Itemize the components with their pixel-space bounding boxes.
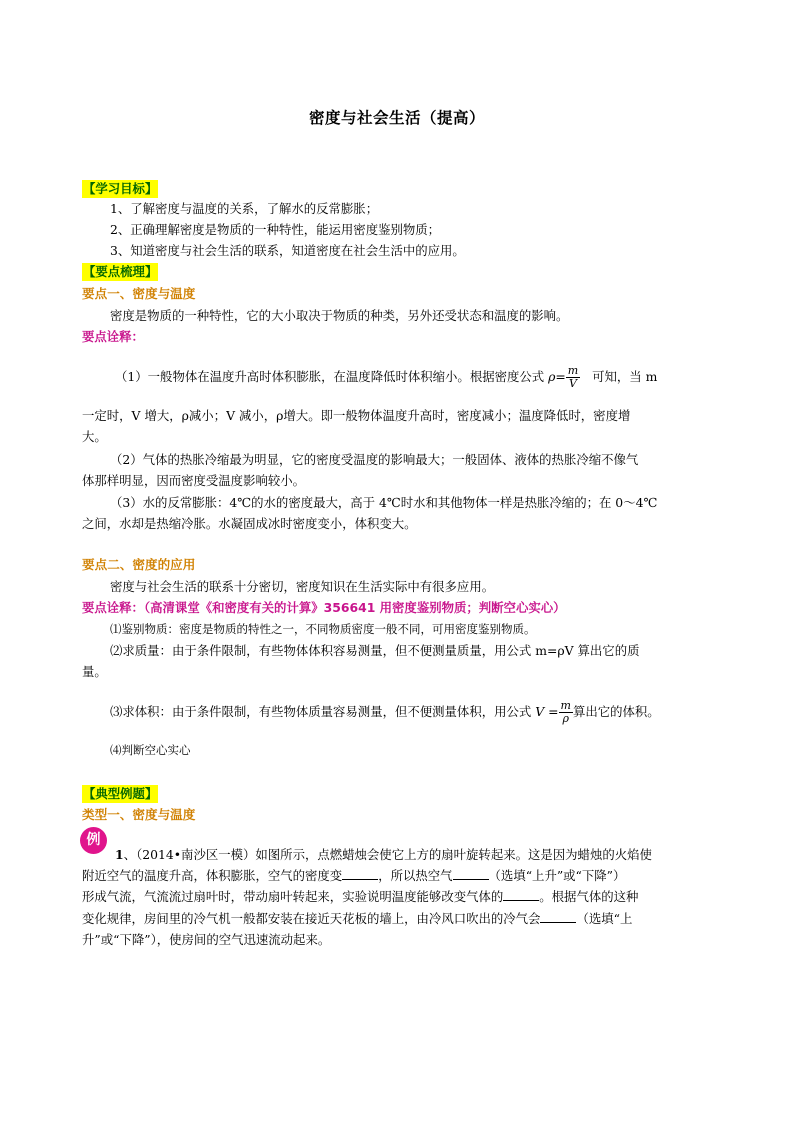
- formula-numerator: m: [567, 364, 579, 377]
- point-2-body: 密度与社会生活的联系十分密切，密度知识在生活实际中有很多应用。: [110, 579, 495, 594]
- example-type-1-heading: 类型一、密度与温度: [82, 807, 196, 822]
- question-1-line-3: [82, 888, 638, 906]
- density-formula: [566, 365, 580, 390]
- point-1-note-heading: 要点诠释：: [82, 329, 144, 344]
- note-1-text-a: （1）一般物体在温度升高时体积膨胀，在温度降低时体积缩小。根据密度公式: [115, 369, 545, 384]
- volume-formula: [559, 700, 573, 725]
- question-1-text-b2: ，所以热空气: [378, 868, 453, 883]
- objective-item-1: 1、了解密度与温度的关系，了解水的反常膨胀；: [110, 201, 379, 216]
- point-1-heading: 要点一、密度与温度: [82, 286, 196, 301]
- points-heading: [82, 263, 158, 281]
- question-1-text-d2: （选填“上: [576, 911, 633, 926]
- point-2-heading: 要点二、密度的应用: [82, 557, 196, 572]
- application-item-4: ⑷判断空心实心: [110, 743, 191, 757]
- answer-blank-4[interactable]: [540, 910, 576, 923]
- note-1-text-b: 可知，当 m: [592, 369, 658, 384]
- note-1-line-2: 一定时，V 增大，ρ减小；V 减小，ρ增大。即一般物体温度升高时，密度减小；温度降低时，密度增: [82, 408, 631, 423]
- question-1-line-5: 升”或“下降”），使房间的空气迅速流动起来。: [82, 932, 331, 947]
- question-1-line-4: [82, 910, 632, 928]
- point-2-note-line: [82, 599, 566, 617]
- volume-formula-denominator: ρ: [562, 712, 569, 725]
- question-1-text-b3: （选填“上升”或“下降”）: [488, 868, 626, 883]
- question-1-text-a: 、（2014•南沙区一模）如图所示，点燃蜡烛会使它上方的扇叶旋转起来。这是因为蜡烛的火焰使: [123, 847, 652, 862]
- application-item-2-line-1: ⑵求质量：由于条件限制，有些物体体积容易测量，但不便测量质量，用公式 m=ρV 算出它的质: [110, 643, 640, 658]
- question-1-text-d1: 变化规律，房间里的冷气机一般都安装在接近天花板的墙上，由冷风口吹出的冷气会: [82, 911, 541, 926]
- application-item-1: ⑴鉴别物质：密度是物质的特性之一，不同物质密度一般不同，可用密度鉴别物质。: [110, 622, 536, 636]
- formula-lhs: ρ=: [548, 369, 566, 384]
- note-1-line-1: [115, 362, 657, 392]
- question-1-text-c2: 。根据气体的这种: [539, 889, 639, 904]
- note-1-line-3: 大。: [82, 429, 107, 444]
- question-1-line-1: [115, 846, 652, 864]
- note-3-line-1: （3）水的反常膨胀：4℃的水的密度最大，高于 4℃时水和其他物体一样是热胀冷缩的；在 0～4℃: [110, 495, 658, 510]
- answer-blank-2[interactable]: [453, 867, 489, 880]
- note-3-line-2: 之间，水却是热缩冷胀。水凝固成冰时密度变小，体积变大。: [82, 516, 417, 531]
- example-badge: 例: [80, 827, 107, 854]
- question-1-line-2: [82, 867, 625, 885]
- volume-formula-lhs: V =: [535, 704, 559, 719]
- note-2-line-2: 体那样明显，因而密度受温度影响较小。: [82, 473, 306, 488]
- question-1-text-c1: 形成气流，气流流过扇叶时，带动扇叶转起来，实验说明温度能够改变气体的: [82, 889, 504, 904]
- volume-formula-numerator: m: [560, 699, 571, 712]
- objective-item-2: 2、正确理解密度是物质的一种特性，能运用密度鉴别物质；: [110, 222, 441, 237]
- application-item-2-line-2: 量。: [82, 664, 107, 679]
- page-title: 密度与社会生活（提高）: [308, 108, 485, 127]
- question-1-text-b1: 附近空气的温度升高，体积膨胀，空气的密度变: [82, 868, 343, 883]
- point-2-note-heading: 要点诠释：: [82, 600, 144, 615]
- application-item-3: [110, 697, 660, 727]
- application-item-3-text-b: 算出它的体积。: [572, 704, 660, 719]
- objective-item-3: 3、知道密度与社会生活的联系，知道密度在社会生活中的应用。: [110, 243, 465, 258]
- application-item-3-text-a: ⑶求体积：由于条件限制，有些物体质量容易测量，但不便测量体积，用公式: [110, 704, 532, 719]
- points-label: 【要点梳理】: [83, 264, 158, 279]
- examples-heading: [82, 785, 158, 803]
- note-2-line-1: （2）气体的热胀冷缩最为明显，它的密度受温度的影响最大；一般固体、液体的热胀冷缩不像气: [110, 452, 639, 467]
- answer-blank-3[interactable]: [503, 888, 539, 901]
- examples-label: 【典型例题】: [83, 786, 158, 801]
- objectives-label: 【学习目标】: [83, 181, 158, 196]
- formula-denominator: V: [569, 377, 577, 390]
- point-1-body: 密度是物质的一种特性，它的大小取决于物质的种类，另外还受状态和温度的影响。: [110, 308, 569, 323]
- course-link: （高清课堂《和密度有关的计算》356641 用密度鉴别物质；判断空心实心）: [143, 600, 566, 615]
- question-number: 1: [115, 847, 124, 862]
- objectives-heading: [82, 180, 158, 198]
- answer-blank-1[interactable]: [342, 867, 378, 880]
